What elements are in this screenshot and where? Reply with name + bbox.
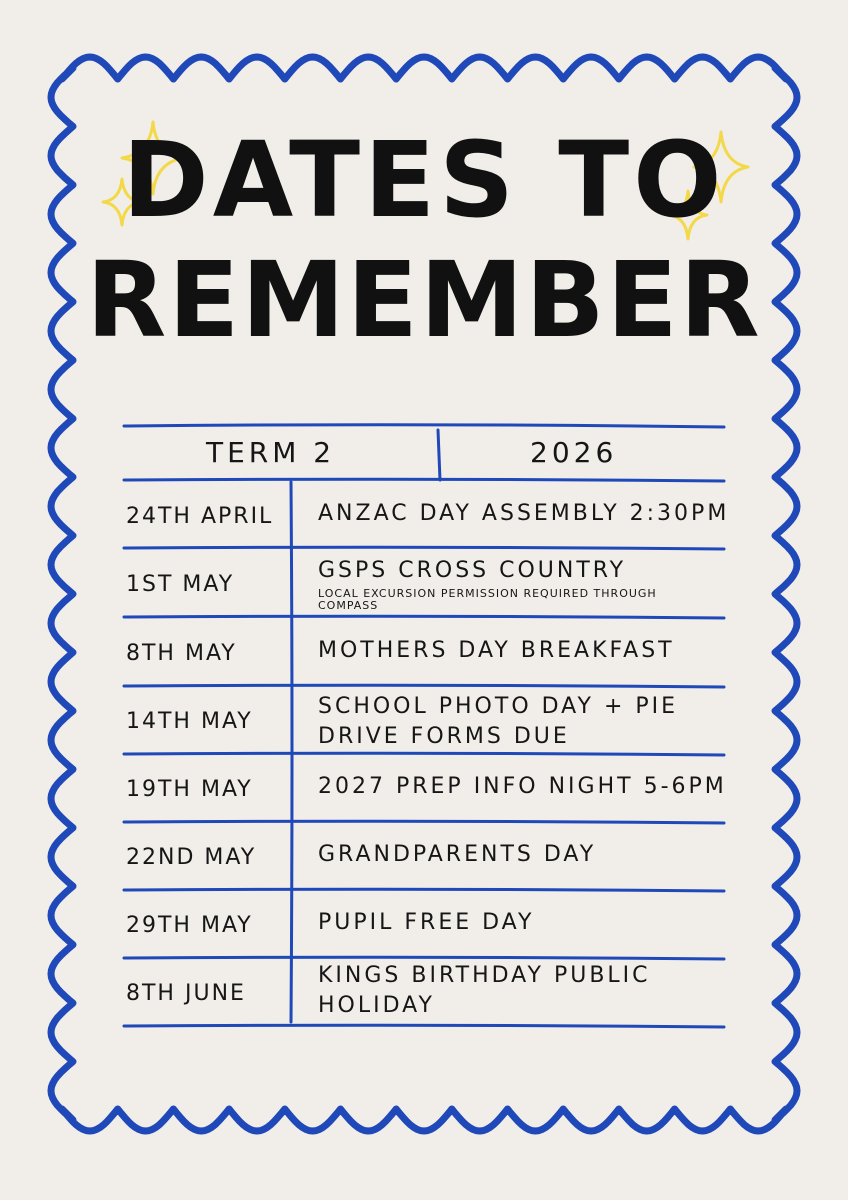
row-event: SCHOOL PHOTO DAY + PIE [318,694,679,719]
year-label: 2026 [530,436,618,469]
row-date: 24TH APRIL [126,504,274,529]
row-event: PUPIL FREE DAY [318,910,535,935]
row-event: DRIVE FORMS DUE [318,724,570,749]
row-date: 8TH MAY [126,641,237,666]
row-note: LOCAL EXCURSION PERMISSION REQUIRED THROUGH COMPASS [318,587,657,612]
row-event: MOTHERS DAY BREAKFAST [318,638,675,663]
row-event: GRANDPARENTS DAY [318,842,597,867]
row-event: GSPS CROSS COUNTRY [318,558,627,583]
title-line-2: REMEMBER [86,239,762,361]
title-line-1: DATES TO [122,119,726,241]
row-date: 14TH MAY [126,709,253,734]
row-event: ANZAC DAY ASSEMBLY 2:30PM [318,501,730,526]
row-date: 8TH JUNE [126,981,246,1006]
row-date: 1ST MAY [126,572,235,597]
row-date: 22ND MAY [126,845,257,870]
row-event: 2027 PREP INFO NIGHT 5-6PM [318,774,727,799]
row-event: KINGS BIRTHDAY PUBLIC [318,963,651,988]
row-event: HOLIDAY [318,993,435,1018]
row-date: 29TH MAY [126,913,253,938]
row-date: 19TH MAY [126,777,253,802]
term-label: TERM 2 [206,436,336,469]
